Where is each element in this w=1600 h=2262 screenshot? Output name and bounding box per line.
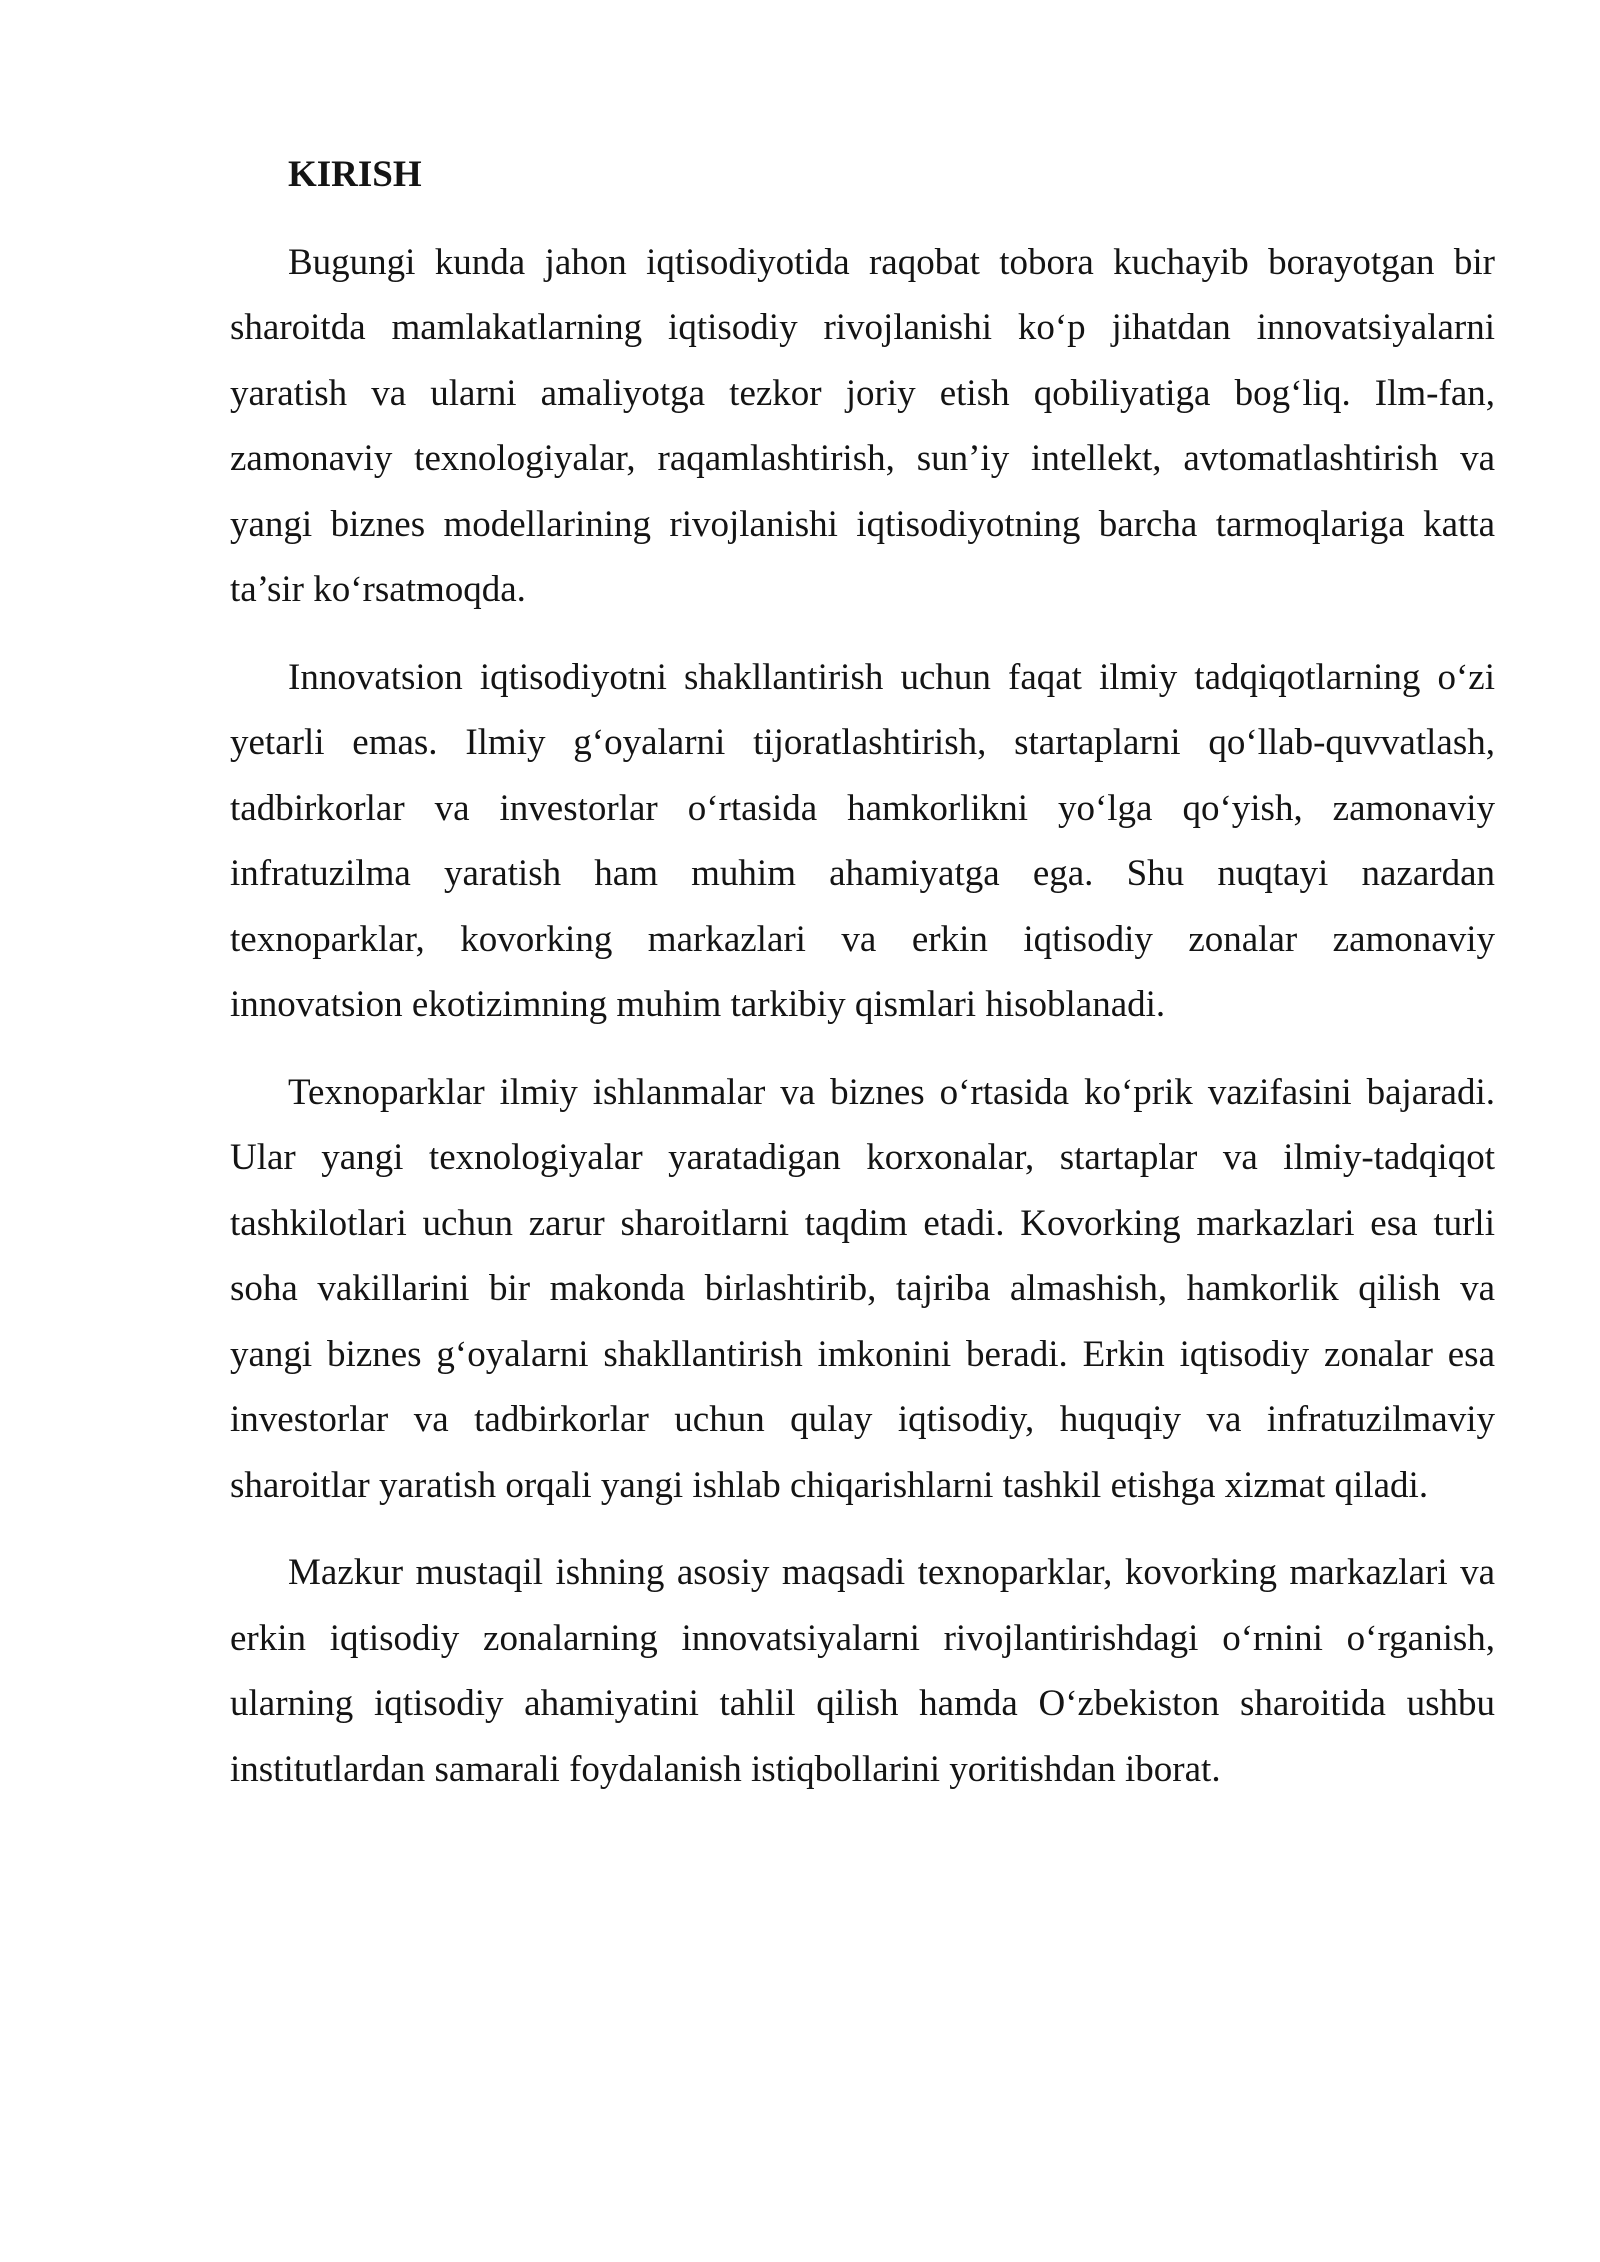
paragraph-line: yangi biznes modellarining rivojlanishi iqtisodiyotning barcha tarmoqlariga katta	[230, 503, 1495, 545]
paragraph-line: erkin iqtisodiy zonalarning innovatsiyalarni rivojlantirishdagi o‘rnini o‘rganish,	[230, 1617, 1495, 1659]
paragraph-4	[230, 1540, 1495, 1802]
paragraph-line: ta’sir ko‘rsatmoqda.	[230, 569, 526, 610]
paragraph-line: Ular yangi texnologiyalar yaratadigan korxonalar, startaplar va ilmiy-tadqiqot	[230, 1137, 1495, 1178]
paragraph-3	[230, 1060, 1495, 1519]
paragraph-line: tashkilotlari uchun zarur sharoitlarni taqdim etadi. Kovorking markazlari esa turli	[230, 1202, 1495, 1244]
paragraph-line: ularning iqtisodiy ahamiyatini tahlil qilish hamda O‘zbekiston sharoitida ushbu	[230, 1683, 1495, 1724]
paragraph-line: Texnoparklar ilmiy ishlanmalar va biznes o‘rtasida ko‘prik vazifasini bajaradi.	[288, 1071, 1495, 1113]
paragraph-line: investorlar va tadbirkorlar uchun qulay iqtisodiy, huquqiy va infratuzilmaviy	[230, 1399, 1495, 1440]
paragraph-line: zamonaviy texnologiyalar, raqamlashtirish, sun’iy intellekt, avtomatlashtirish va	[230, 438, 1495, 479]
paragraph-line: texnoparklar, kovorking markazlari va erkin iqtisodiy zonalar zamonaviy	[230, 918, 1495, 960]
paragraph-line: Mazkur mustaqil ishning asosiy maqsadi texnoparklar, kovorking markazlari va	[288, 1552, 1495, 1593]
paragraph-line: institutlardan samarali foydalanish istiqbollarini yoritishdan iborat.	[230, 1748, 1221, 1790]
paragraph-line: innovatsion ekotizimning muhim tarkibiy qismlari hisoblanadi.	[230, 984, 1166, 1025]
document-body	[230, 142, 1495, 1802]
paragraph-2	[230, 645, 1495, 1038]
paragraph-line: yetarli emas. Ilmiy g‘oyalarni tijoratlashtirish, startaplarni qo‘llab-quvvatlash,	[230, 722, 1495, 763]
paragraph-1	[230, 230, 1495, 623]
paragraph-line: Bugungi kunda jahon iqtisodiyotida raqobat tobora kuchayib borayotgan bir	[288, 241, 1495, 283]
page-heading: KIRISH	[288, 154, 422, 195]
paragraph-line: sharoitlar yaratish orqali yangi ishlab chiqarishlarni tashkil etishga xizmat qiladi.	[230, 1464, 1429, 1506]
paragraph-line: Innovatsion iqtisodiyotni shakllantirish uchun faqat ilmiy tadqiqotlarning o‘zi	[288, 656, 1495, 698]
paragraph-line: tadbirkorlar va investorlar o‘rtasida hamkorlikni yo‘lga qo‘yish, zamonaviy	[230, 787, 1495, 829]
paragraph-line: soha vakillarini bir makonda birlashtirib, tajriba almashish, hamkorlik qilish va	[230, 1268, 1495, 1309]
paragraph-line: sharoitda mamlakatlarning iqtisodiy rivojlanishi ko‘p jihatdan innovatsiyalarni	[230, 307, 1495, 348]
paragraph-line: yangi biznes g‘oyalarni shakllantirish imkonini beradi. Erkin iqtisodiy zonalar esa	[230, 1333, 1495, 1375]
paragraph-line: infratuzilma yaratish ham muhim ahamiyatga ega. Shu nuqtayi nazardan	[230, 853, 1495, 894]
paragraph-line: yaratish va ularni amaliyotga tezkor joriy etish qobiliyatiga bog‘liq. Ilm-fan,	[230, 372, 1495, 414]
